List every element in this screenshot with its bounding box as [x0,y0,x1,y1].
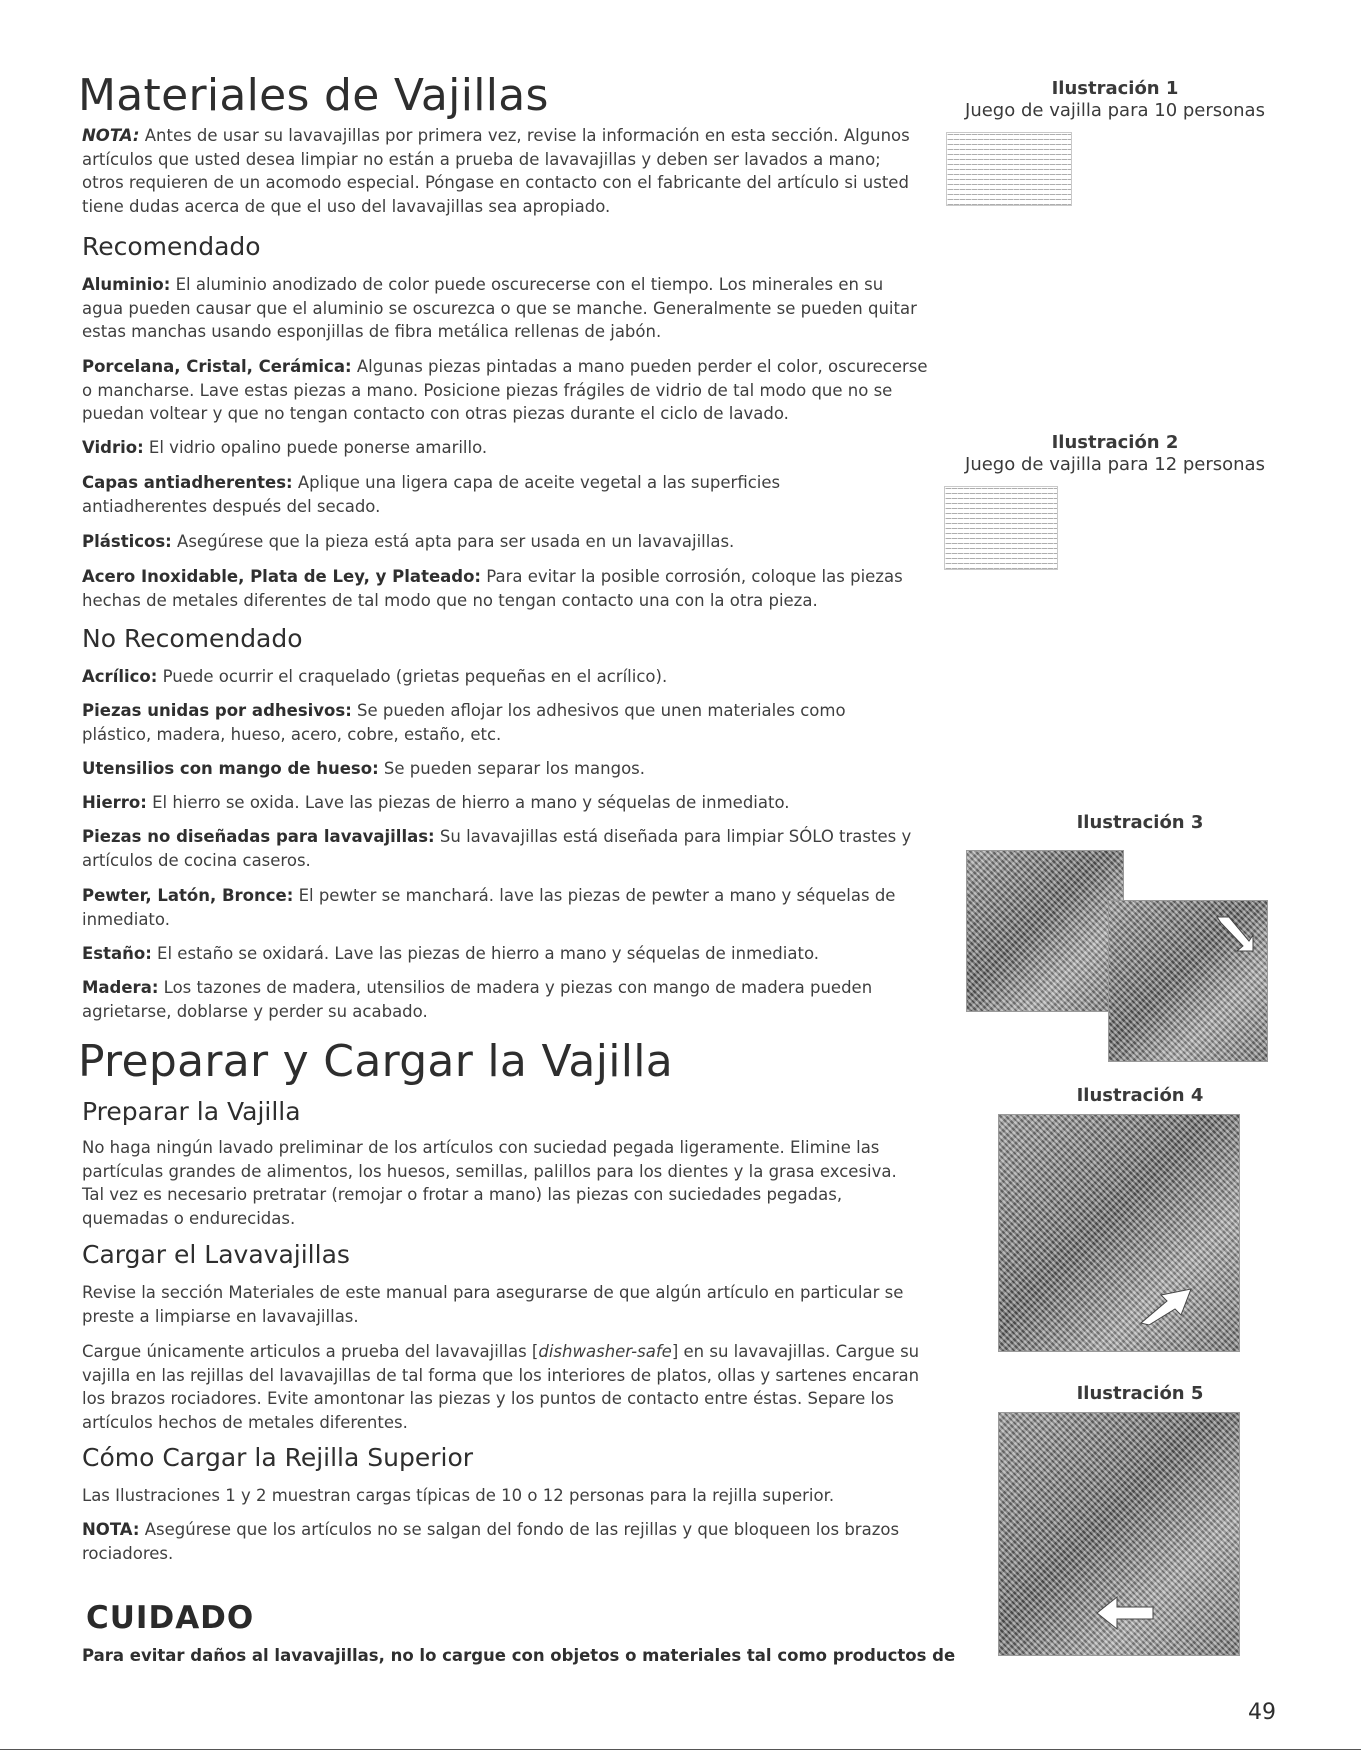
norec-acrilico [82,665,942,689]
norec-label: Pewter, Latón, Bronce: [82,886,294,905]
norec-madera [82,976,902,1023]
rec-label: Vidrio: [82,438,144,457]
illustration-5-image [998,1412,1240,1656]
illustration-title: Ilustración 5 [1076,1383,1204,1404]
illustration-3-caption [1040,812,1240,834]
norec-text: Su lavavajillas está diseñada para limpiar SÓLO trastes y artículos de cocina caseros. [82,827,912,870]
note-label: NOTA: [82,126,140,145]
cargar-paragraph-1: Revise la sección Materiales de este manual para asegurarse de que algún artículo en particular se preste a limpiarse en lavavajillas. [82,1283,904,1326]
norec-adhesivos [82,699,912,746]
norec-label: Madera: [82,978,159,997]
section-title-preparar-cargar: Preparar y Cargar la Vajilla [78,1036,674,1087]
arrow-icon [1137,1285,1193,1325]
illustration-subtitle: Juego de vajilla para 12 personas [965,454,1265,475]
norec-text: Se pueden aflojar los adhesivos que unen materiales como plástico, madera, hueso, acero, cobre, estaño, etc. [82,701,846,744]
cargar-text-b: ] en su lavavajillas. Cargue su vajilla en las rejillas del lavavajillas de tal forma que los interiores de platos, ollas y sartenes encaran los brazos rociadores. Evite amontonar las piezas y los puntos de contacto entre éstas. Separe los artículos hechos de metales diferentes. [82,1342,920,1432]
rec-label: Capas antiadherentes: [82,473,293,492]
illustration-5-caption [1040,1383,1240,1405]
rec-antiadherentes [82,471,902,518]
rec-vidrio [82,436,932,460]
norec-text: El hierro se oxida. Lave las piezas de hierro a mano y séquelas de inmediato. [146,793,790,812]
bottom-rule [0,1749,1361,1750]
illustration-subtitle: Juego de vajilla para 10 personas [965,100,1265,121]
rec-text: Aplique una ligera capa de aceite vegetal a las superficies antiadherentes después del secado. [82,473,781,516]
norec-hierro [82,791,942,815]
rec-label: Plásticos: [82,532,172,551]
rec-aluminio [82,273,927,344]
norec-label: Estaño: [82,944,152,963]
norec-label: Acrílico: [82,667,158,686]
illustration-3-image-left [966,850,1124,1012]
illustration-title: Ilustración 2 [1051,432,1179,453]
section-title-materiales: Materiales de Vajillas [78,70,549,121]
rec-porcelana [82,355,932,426]
page-number: 49 [1248,1700,1276,1725]
rec-text: Asegúrese que la pieza está apta para ser usada en un lavavajillas. [171,532,735,551]
norec-text: Los tazones de madera, utensilios de madera y piezas con mango de madera pueden agrietarse, doblarse y perder su acabado. [82,978,873,1021]
norec-label: Utensilios con mango de hueso: [82,759,379,778]
norec-estano [82,942,942,966]
illustration-1-caption [950,78,1280,122]
rec-label: Porcelana, Cristal, Cerámica: [82,357,352,376]
illustration-2-image [944,486,1058,570]
caution-text: Para evitar daños al lavavajillas, no lo cargue con objetos o materiales tal como productos de [82,1646,956,1665]
rec-text: Algunas piezas pintadas a mano pueden perder el color, oscurecerse o mancharse. Lave estas piezas a mano. Posicione piezas frágiles de vidrio de tal modo que no se puedan voltear y que no tengan contacto con otras piezas durante el ciclo de lavado. [82,357,928,423]
norec-hueso [82,757,942,781]
norec-label: Hierro: [82,793,147,812]
heading-preparar: Preparar la Vajilla [82,1097,301,1126]
illustration-title: Ilustración 3 [1076,812,1204,833]
superior-note-label: NOTA: [82,1520,140,1539]
norec-no-disenadas [82,825,952,872]
rec-acero [82,565,942,612]
norec-text: Puede ocurrir el craquelado (grietas pequeñas en el acrílico). [157,667,668,686]
heading-no-recomendado: No Recomendado [82,624,303,653]
illustration-1-image [946,132,1072,206]
preparar-paragraph: No haga ningún lavado preliminar de los artículos con suciedad pegada ligeramente. Elimine las partículas grandes de alimentos, los huesos, semillas, palillos para los dientes y la grasa excesiva. Tal vez es necesario pretratar (remojar o frotar a mano) las piezas con suciedades pegadas, quemadas o endurecidas. [82,1138,897,1228]
superior-note [82,1518,912,1565]
rec-label: Aluminio: [82,275,171,294]
rec-text: Para evitar la posible corrosión, coloque las piezas hechas de metales diferentes de tal modo que no tengan contacto una con la otra pieza. [82,567,903,610]
superior-note-text: Asegúrese que los artículos no se salgan del fondo de las rejillas y que bloqueen los brazos rociadores. [82,1520,900,1563]
norec-label: Piezas no diseñadas para lavavajillas: [82,827,435,846]
illustration-4-image [998,1114,1240,1352]
rec-text: El aluminio anodizado de color puede oscurecerse con el tiempo. Los minerales en su agua pueden causar que el aluminio se oscurezca o que se manche. Generalmente se pueden quitar estas manchas usando esponjillas de fibra metálica rellenas de jabón. [82,275,917,341]
note-paragraph [82,124,922,218]
rec-plasticos [82,530,932,554]
arrow-icon [1095,1593,1155,1633]
norec-text: Se pueden separar los mangos. [378,759,646,778]
cargar-text-italic: dishwasher-safe [538,1342,672,1361]
cargar-paragraph-2 [82,1340,937,1434]
illustration-4-caption [1040,1085,1240,1107]
illustration-2-caption [950,432,1280,476]
heading-recomendado: Recomendado [82,232,261,261]
cargar-text-a: Cargue únicamente articulos a prueba del lavavajillas [ [82,1342,539,1361]
norec-text: El estaño se oxidará. Lave las piezas de hierro a mano y séquelas de inmediato. [151,944,819,963]
heading-rejilla-superior: Cómo Cargar la Rejilla Superior [82,1443,474,1472]
caution-heading: CUIDADO [86,1600,255,1636]
norec-pewter [82,884,902,931]
norec-label: Piezas unidas por adhesivos: [82,701,352,720]
superior-paragraph: Las Ilustraciones 1 y 2 muestran cargas típicas de 10 o 12 personas para la rejilla superior. [82,1486,835,1505]
rec-text: El vidrio opalino puede ponerse amarillo. [143,438,488,457]
note-text: Antes de usar su lavavajillas por primera vez, revise la información en esta sección. Algunos artículos que usted desea limpiar no están a prueba de lavavajillas y deben ser lavados a mano; otros requieren de un acomodo especial. Póngase en contacto con el fabricante del artículo si usted tiene dudas acerca de que el uso del lavavajillas sea apropiado. [82,126,910,216]
illustration-title: Ilustración 4 [1076,1085,1204,1106]
heading-cargar: Cargar el Lavavajillas [82,1240,350,1269]
rec-label: Acero Inoxidable, Plata de Ley, y Plateado: [82,567,482,586]
arrow-icon [1215,913,1255,953]
illustration-3-image-right [1108,900,1268,1062]
norec-text: El pewter se manchará. lave las piezas de pewter a mano y séquelas de inmediato. [82,886,896,929]
illustration-title: Ilustración 1 [1051,78,1179,99]
